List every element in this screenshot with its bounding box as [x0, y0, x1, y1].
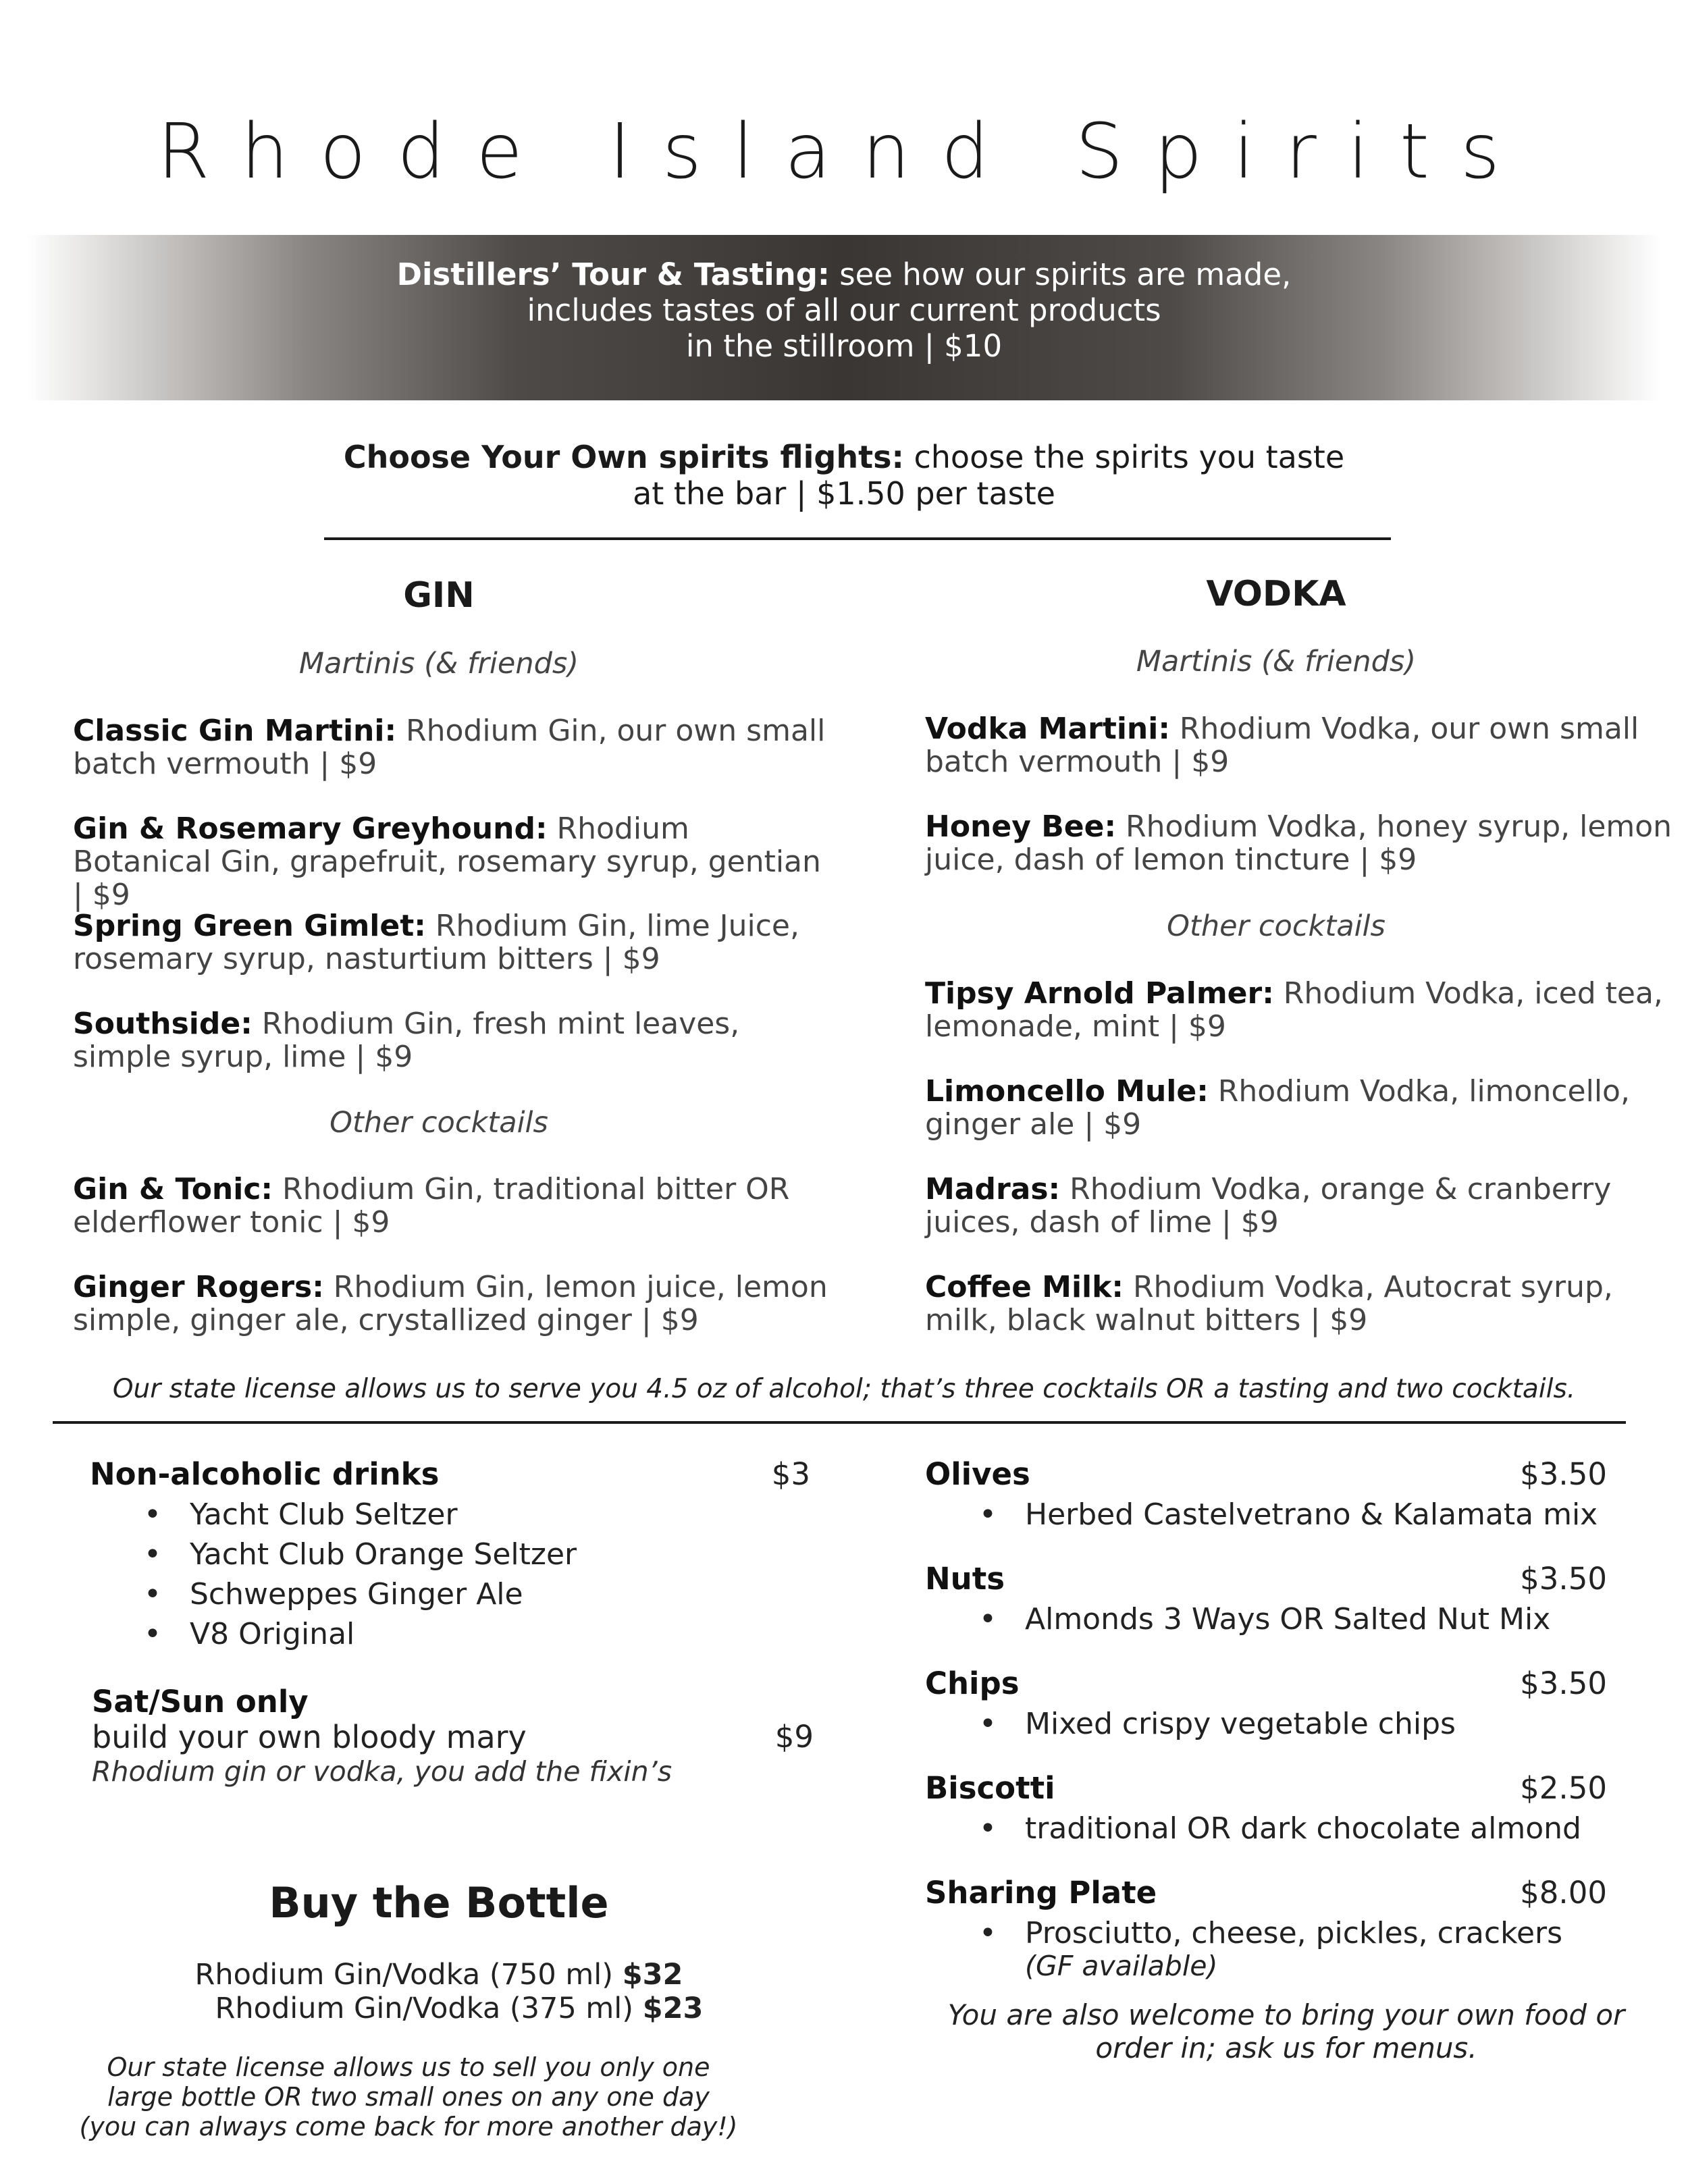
list-item: • Herbed Castelvetrano & Kalamata mix [925, 1495, 1668, 1535]
page-title: Rhode Island Spirits [157, 108, 1531, 196]
menu-item: Limoncello Mule: Rhodium Vodka, limoncello, ginger ale | $9 [925, 1074, 1630, 1142]
snack-list [925, 1913, 1668, 1953]
snack-list [925, 1495, 1668, 1535]
non-alcoholic-list [90, 1495, 833, 1654]
tour-line1: see how our spirits are made, [829, 257, 1292, 292]
menu-item: Ginger Rogers: Rhodium Gin, lemon juice, lemon simple, ginger ale, crystallized ginger | $9 [73, 1270, 828, 1337]
tour-label: Distillers’ Tour & Tasting: [396, 257, 830, 292]
divider-bottom [53, 1421, 1626, 1424]
menu-item: Classic Gin Martini: Rhodium Gin, our own small batch vermouth | $9 [73, 714, 826, 781]
bottle-heading: Buy the Bottle [269, 1878, 609, 1927]
menu-item: Southside: Rhodium Gin, fresh mint leaves, simple syrup, lime | $9 [73, 1007, 740, 1074]
non-alcoholic-title: Non-alcoholic drinks [90, 1456, 440, 1492]
gin-heading: GIN [403, 575, 475, 616]
bottle-license-note: Our state license allows us to sell you only one large bottle OR two small ones on any one day (you can always come back for more another day!) [79, 2052, 738, 2141]
flights-line2: at the bar | $1.50 per taste [633, 475, 1055, 512]
menu-item: Honey Bee: Rhodium Vodka, honey syrup, lemon juice, dash of lemon tincture | $9 [925, 809, 1672, 877]
menu-item: Coffee Milk: Rhodium Vodka, Autocrat syrup, milk, black walnut bitters | $9 [925, 1270, 1613, 1337]
list-item: • Schweppes Ginger Ale [90, 1574, 833, 1614]
snack-list [925, 1809, 1668, 1848]
vodka-heading: VODKA [1206, 574, 1346, 614]
flights-label: Choose Your Own spirits flights: [343, 439, 904, 475]
list-item: • Yacht Club Seltzer [90, 1495, 833, 1535]
snack-price: $8.00 [1520, 1875, 1607, 1911]
menu-item: Tipsy Arnold Palmer: Rhodium Vodka, iced tea, lemonade, mint | $9 [925, 976, 1663, 1044]
vodka-other-label: Other cocktails [1167, 909, 1386, 943]
menu-item: Madras: Rhodium Vodka, orange & cranberry juices, dash of lime | $9 [925, 1172, 1612, 1240]
gf-note: (GF available) [1025, 1950, 1218, 1982]
gin-martinis-label: Martinis (& friends) [298, 647, 579, 681]
list-item: • Almonds 3 Ways OR Salted Nut Mix [925, 1599, 1668, 1639]
tour-line3: in the stillroom | $10 [685, 328, 1003, 364]
tour-text [0, 257, 1688, 364]
snack-price: $3.50 [1520, 1456, 1607, 1492]
snack-price: $2.50 [1520, 1770, 1607, 1806]
snack-title: Olives [925, 1456, 1030, 1492]
flights-text [0, 439, 1688, 512]
menu-item: Gin & Rosemary Greyhound: Rhodium Botanical Gin, grapefruit, rosemary syrup, gentian | $9 [73, 811, 821, 912]
snack-list [925, 1599, 1668, 1639]
license-note: Our state license allows us to serve you 4.5 oz of alcohol; that’s three cocktails OR a tasting and two cocktails. [112, 1374, 1576, 1404]
bloody-mary-price: $9 [774, 1719, 814, 1755]
byo-note: You are also welcome to bring your own food or order in; ask us for menus. [947, 1998, 1625, 2065]
list-item: • Yacht Club Orange Seltzer [90, 1535, 833, 1574]
list-item: • Prosciutto, cheese, pickles, crackers [925, 1913, 1668, 1953]
snack-price: $3.50 [1520, 1666, 1607, 1701]
snack-price: $3.50 [1520, 1561, 1607, 1597]
snack-title: Chips [925, 1666, 1020, 1701]
bloody-mary-note: Rhodium gin or vodka, you add the fixin’s [92, 1755, 672, 1788]
bottle-line-375: Rhodium Gin/Vodka (375 ml) $23 [215, 1992, 704, 2025]
vodka-martinis-label: Martinis (& friends) [1136, 645, 1417, 678]
snack-title: Nuts [925, 1561, 1005, 1597]
divider-top [324, 537, 1391, 540]
list-item: • traditional OR dark chocolate almond [925, 1809, 1668, 1848]
bloody-mary-line: build your own bloody mary [92, 1719, 527, 1755]
list-item: • Mixed crispy vegetable chips [925, 1704, 1668, 1744]
non-alcoholic-price: $3 [771, 1456, 810, 1492]
snack-list [925, 1704, 1668, 1744]
list-item: • V8 Original [90, 1614, 833, 1654]
tour-line2: includes tastes of all our current products [527, 292, 1161, 328]
bottle-line-750: Rhodium Gin/Vodka (750 ml) $32 [194, 1958, 683, 1992]
bloody-mary-title: Sat/Sun only [92, 1684, 309, 1720]
snack-title: Biscotti [925, 1770, 1055, 1806]
gin-other-label: Other cocktails [329, 1106, 548, 1140]
menu-item: Gin & Tonic: Rhodium Gin, traditional bitter OR elderflower tonic | $9 [73, 1172, 790, 1240]
snack-title: Sharing Plate [925, 1875, 1157, 1911]
flights-line1: choose the spirits you taste [903, 439, 1345, 475]
menu-item: Spring Green Gimlet: Rhodium Gin, lime Juice, rosemary syrup, nasturtium bitters | $9 [73, 909, 799, 976]
menu-item: Vodka Martini: Rhodium Vodka, our own small batch vermouth | $9 [925, 712, 1639, 779]
